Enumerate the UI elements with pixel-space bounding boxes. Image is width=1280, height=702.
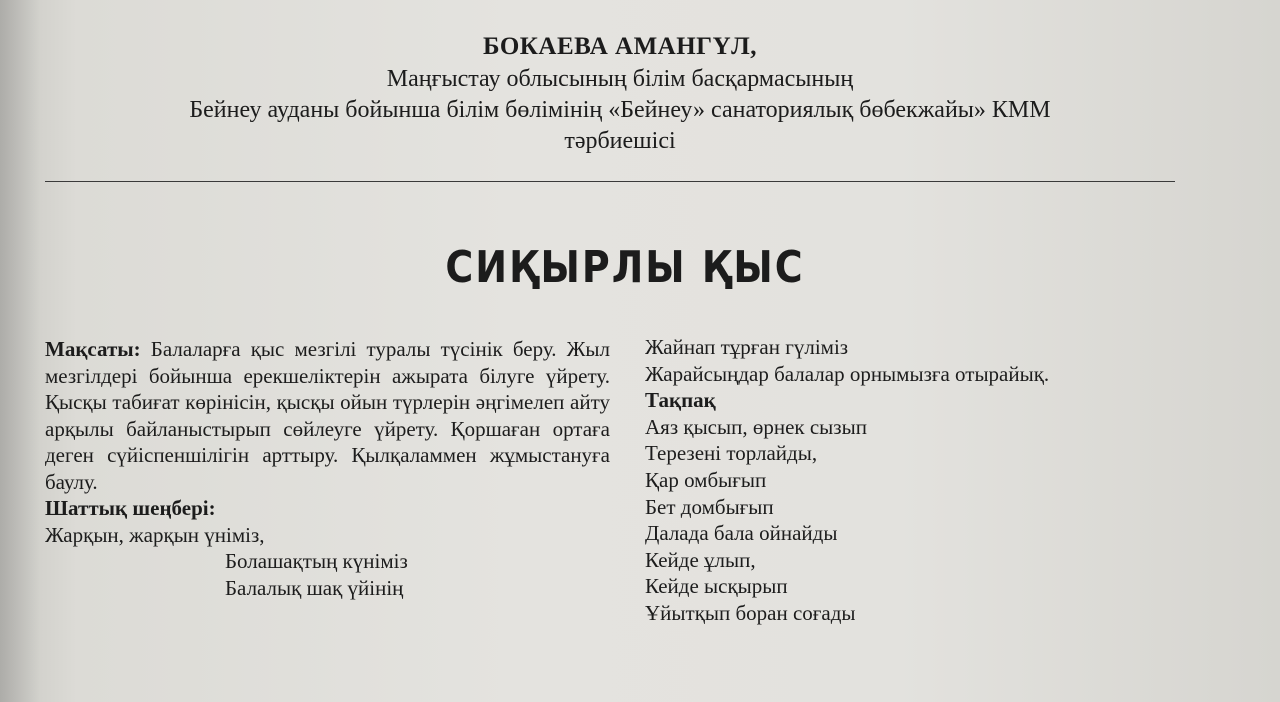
article-title: СИҚЫРЛЫ ҚЫС (445, 241, 805, 293)
circle-line-1: Жарқын, жарқын үніміз, (45, 522, 265, 547)
poem-line: Қар омбығып (645, 467, 767, 492)
circle-label: Шаттық шеңбері: (45, 496, 216, 520)
article-header (0, 30, 1240, 157)
goal-text: Балаларға қыс мезгілі туралы түсінік беру. Жыл мезгілдері бойынша ерекшеліктерін ажырата білуге үйрету. Қысқы табиғат көрінісін, қысқы ойын түрлерін әңгімелеп айту арқылы байланыстырып сөйлеуге үйрету. Қоршаған ортаға деген сүйіспеншілігін арттыру. Қылқаламмен жұмыстануға баулу. (45, 337, 610, 494)
circle-line-2: Болашақтың күніміз (225, 549, 408, 573)
affiliation-line-3: тәрбиешісі (564, 128, 676, 154)
circle-line-3: Балалық шақ үйінің (225, 575, 404, 600)
poem-line: Кейде ысқырып (645, 574, 788, 599)
poem-line: Далада бала ойнайды (645, 521, 838, 546)
verse-line: Жарайсыңдар балалар орнымызға отырайық. (645, 361, 1050, 386)
header-divider (45, 181, 1175, 182)
author-name: БОКАЕВА АМАНГҮЛ, (482, 33, 758, 60)
poem-line: Кейде ұлып, (645, 547, 756, 572)
goal-paragraph (45, 336, 610, 495)
left-column (45, 336, 610, 601)
poem-line: Бет домбығып (645, 494, 774, 519)
poem-line: Ұйытқып боран соғады (645, 600, 856, 625)
poem-line: Терезені торлайды, (645, 441, 818, 466)
affiliation-line-1: Маңғыстау облысының білім басқармасының (386, 66, 854, 92)
verse-line: Жайнап тұрған гүліміз (645, 335, 849, 359)
affiliation-line-2: Бейнеу ауданы бойынша білім бөлімінің «Бейнеу» санаториялық бөбекжайы» КММ (189, 97, 1051, 123)
poem-line: Аяз қысып, өрнек сызып (645, 414, 867, 439)
goal-label: Мақсаты: (45, 337, 141, 361)
takpak-label: Тақпақ (645, 388, 716, 413)
right-column (645, 334, 1205, 627)
